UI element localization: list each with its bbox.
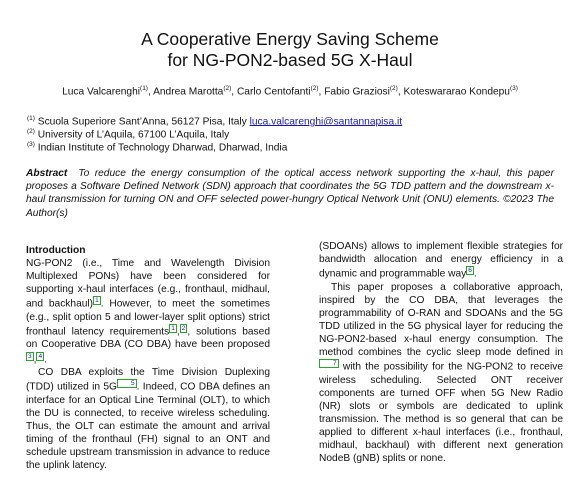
- author-mark: (1): [140, 85, 148, 92]
- author-name: Fabio Graziosi: [324, 86, 390, 98]
- citation-link[interactable]: 6: [468, 267, 472, 275]
- citation-link[interactable]: 1: [171, 324, 175, 332]
- paragraph: [319, 240, 563, 281]
- paragraph-text: CO DBA exploits the Time Division Duplexing (TDD) utilized in 5G: [26, 367, 270, 393]
- abstract-label: Abstract: [26, 168, 68, 179]
- section-heading: Introduction: [26, 245, 86, 256]
- paragraph-text: NG-PON2 (i.e., Time and Wavelength Division Multiplexed PONs) have been considered for supporting x-haul interfaces (e.g., fronthaul, midhaul, and backhaul): [26, 258, 270, 310]
- affiliation: [27, 138, 287, 154]
- author-name: Carlo Centofanti: [236, 86, 311, 98]
- author-mark: (2): [310, 85, 319, 92]
- author-email-link[interactable]: luca.valcarenghi@santannapisa.it: [249, 116, 403, 128]
- author-list: Luca Valcarenghi$^{(1)}$, Andrea Marotta$^{(2)}$, Carlo Centofanti$^{(2)}$, Fabio Graziosi$^{(2)}$, Koteswararao Kondepu$^{(3)}$: [62, 85, 518, 98]
- citation-link[interactable]: 3: [28, 352, 32, 360]
- right-column: [319, 240, 563, 465]
- affiliation-mark: (3): [27, 141, 35, 148]
- paragraph: [319, 281, 563, 466]
- paragraph-text: with the possibility for the NG-PON2 to receive wireless scheduling. Selected ONT receiver components are turned OFF when 5G New Radio (NR) slots or symbols are dedicated to uplink transmission. The method is so general that can be applied to different x-haul interfaces (i.e., fronthaul, midhaul, backhaul) with different next generation NodeB (gNB) splits or none.: [319, 361, 563, 465]
- citation-link[interactable]: 2: [181, 324, 186, 332]
- abstract: [26, 167, 554, 220]
- paragraph-text: .: [473, 268, 477, 280]
- citation-link[interactable]: 5: [117, 379, 137, 388]
- affiliation-text: Scuola Superiore Sant’Anna, 56127 Pisa, Italy: [37, 116, 247, 128]
- paragraph-text: . Indeed, CO DBA defines an interface for an Optical Line Terminal (OLT), to which the DU is connected, to receive wireless scheduling. Thus, the OLT can estimate the amount and arrival timing of the fronthaul (FH) signal to an ONT and schedule upstream transmission in advance to reduce the uplink latency.: [26, 381, 270, 472]
- paragraph: NG-PON2 (i.e., Time and Wavelength Division Multiplexed PONs) have been considered for supporting x-haul interfaces (e.g., fronthaul, midhaul, and backhaul) 1 . However, to meet the sometimes (e.g., split option 5 and lower-layer split options) strict fronthaul latency requirements 1 , 2 , solutions based on Cooperative DBA (CO DBA) have been proposed3 , 4 .: [26, 258, 270, 365]
- author-name: Luca Valcarenghi: [62, 86, 141, 98]
- citation-link[interactable]: 7: [319, 359, 339, 368]
- paper-title-line-1: A Cooperative Energy Saving Scheme: [141, 29, 439, 49]
- affiliation-mark: (2): [27, 128, 35, 135]
- author-name: Andrea Marotta: [153, 86, 224, 98]
- author-mark: (2): [389, 85, 398, 92]
- paragraph-text: (SDOANs) allows to implement flexible strategies for bandwidth allocation and energy efficiency in a dynamic and programmable way: [319, 241, 563, 280]
- paragraph-text: . However, to meet the sometimes (e.g., split option 5 and lower-layer split options) strict fronthaul latency requirements: [26, 298, 270, 338]
- paragraph-text: This paper proposes a collaborative approach, inspired by the CO DBA, that leverages the programmability of O-RAN and SDOANs and the 5G TDD utilized in the 5G physical layer for reducing the NG-PON2-based x-haul energy consumption. The method combines the cyclic sleep mode defined in: [319, 281, 563, 359]
- left-column: [26, 244, 270, 472]
- affiliation-text: Indian Institute of Technology Dharwad, Dharwad, India: [37, 142, 288, 154]
- abstract-text: To reduce the energy consumption of the optical access network supporting the x-haul, this paper proposes a Software Defined Network (SDN) approach that coordinates the 5G TDD pattern and the downstream x-haul transmission for turning ON and OFF selected power-hungry Optical Network Unit (ONU) elements. ©2023 The Author(s): [26, 168, 554, 219]
- affiliation-mark: (1): [27, 115, 35, 122]
- author-mark: (3): [509, 85, 518, 92]
- paper-title-line-2: for NG-PON2-based 5G X-Haul: [167, 50, 413, 70]
- paragraph-text: .: [44, 353, 47, 365]
- author-name: Koteswararao Kondepu: [403, 86, 510, 98]
- affiliation-text: University of L’Aquila, 67100 L’Aquila, Italy: [37, 129, 230, 141]
- paragraph: [26, 366, 270, 472]
- author-mark: (2): [223, 85, 232, 92]
- paragraph-text: , solutions based on Cooperative DBA (CO DBA) have been proposed: [26, 326, 270, 351]
- citation-link[interactable]: 1: [95, 297, 99, 305]
- citation-link[interactable]: 4: [38, 352, 43, 360]
